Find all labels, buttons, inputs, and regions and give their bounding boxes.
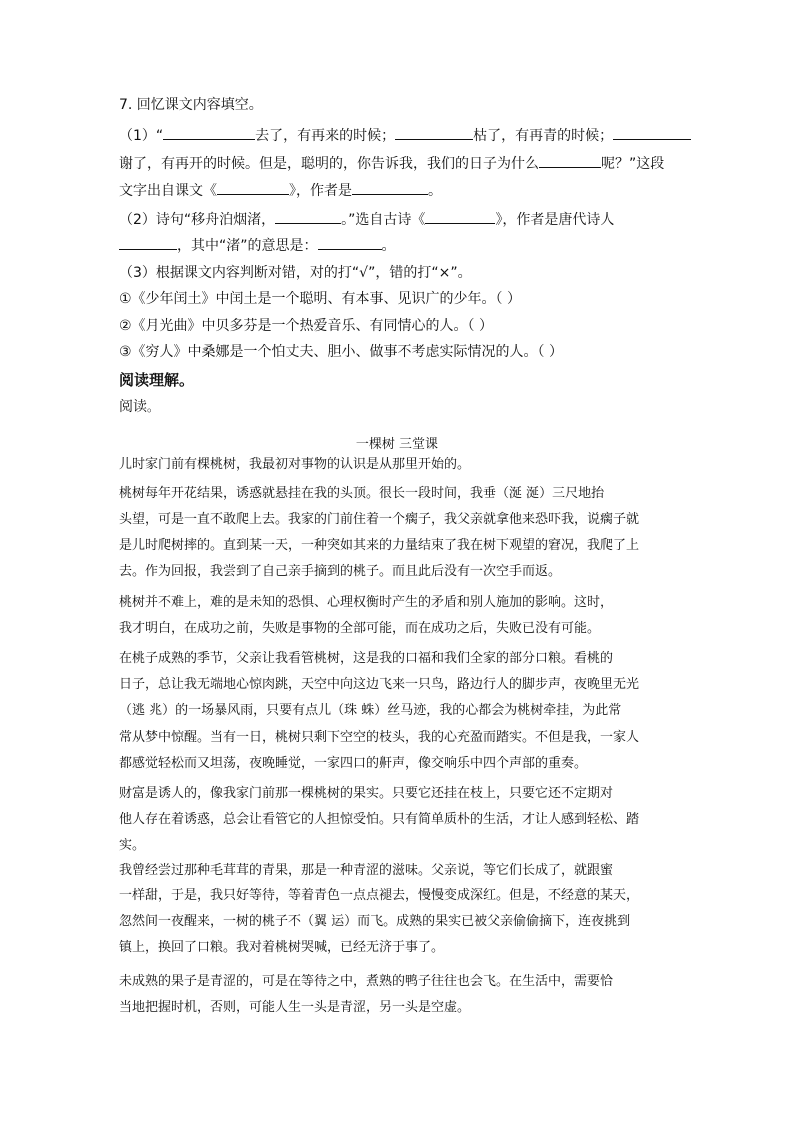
text: （1）“: [119, 128, 164, 144]
story-line: 去。作为回报，我尝到了自己亲手摘到的桃子。而且此后没有一次空手而返。: [119, 564, 562, 579]
text: 》，作者是: [289, 183, 352, 199]
story-line: 镇上，换回了口粮。我对着桃树哭喊，已经无济于事了。: [119, 940, 445, 955]
text: 呢？”这段: [601, 156, 665, 172]
text: 。: [381, 238, 396, 254]
text: 。”选自古诗《: [341, 212, 426, 228]
judge-item-3[interactable]: ③《穷人》中桑娜是一个怕丈夫、胆小、做事不考虑实际情况的人。（ ）: [119, 344, 563, 360]
story-line: 是儿时爬树摔的。直到某一天，一种突如其来的力量结束了我在树下观望的窘况，我爬了上: [119, 538, 640, 553]
story-line: 都感觉轻松而又坦荡，夜晚睡觉，一家四口的鼾声，像交响乐中四个声部的重奏。: [119, 756, 588, 771]
text: （2）诗句“移舟泊烟渚，: [119, 212, 276, 228]
fill-blank[interactable]: [217, 180, 289, 195]
judge-item-2[interactable]: ②《月光曲》中贝多芬是一个热爱音乐、有同情心的人。（ ）: [119, 318, 493, 334]
story-line: 财富是诱人的，像我家门前那一棵桃树的果实。只要它还挂在枝上，只要它还不定期对: [119, 786, 614, 801]
text: ，其中“渚”的意思是：: [177, 238, 318, 254]
story-line: 常从梦中惊醒。当有一日，桃树只剩下空空的枝头，我的心充盈而踏实。不但是我，一家人: [119, 730, 640, 745]
text: 枯了，有再青的时候；: [473, 128, 614, 144]
story-line: 一样甜，于是，我只好等待，等着青色一点点褪去，慢慢变成深红。但是，不经意的某天，: [119, 888, 640, 903]
text: 阅读: [119, 399, 147, 415]
q7-part2-line1: [119, 209, 614, 230]
story-line: 忽然间一夜醒来，一树的桃子不（翼 运）而飞。成熟的果实已被父亲偷偷摘下，连夜挑到: [119, 914, 631, 929]
story-line: 日子，总让我无端地心惊肉跳，天空中向这边飞来一只鸟，路边行人的脚步声，夜晚里无光: [119, 677, 640, 692]
story-line: 在桃子成熟的季节，父亲让我看管桃树，这是我的口福和我们全家的部分口粮。看桃的: [119, 651, 614, 666]
q7-part2-line2: [119, 235, 396, 256]
text: 谢了，有再开的时候。但是，聪明的，你告诉我，我们的日子为什么: [119, 156, 539, 172]
fill-blank[interactable]: [163, 125, 255, 140]
story-title: 一棵树 三堂课: [355, 437, 439, 452]
story-line: 我曾经尝过那种毛茸茸的青果，那是一种青涩的滋味。父亲说，等它们长成了，就跟蜜: [119, 863, 614, 878]
fill-blank[interactable]: [352, 180, 428, 195]
fill-blank[interactable]: [395, 125, 473, 140]
fill-blank[interactable]: [613, 125, 691, 140]
text: 去了，有再来的时候；: [255, 128, 396, 144]
story-line: 他人存在着诱惑，总会让看管它的人担惊受怕。只有简单质朴的生活，才让人感到轻松、踏: [119, 812, 640, 827]
fill-blank[interactable]: [119, 235, 177, 250]
q7-part1-line2: [119, 153, 664, 174]
reading-prompt: [119, 397, 159, 417]
fill-blank[interactable]: [425, 209, 495, 224]
story-line: 头望，可是一直不敢爬上去。我家的门前住着一个瘸子，我父亲就拿他来恐吓我，说瘸子就: [119, 512, 640, 527]
judge-item-1[interactable]: ①《少年闰土》中闰土是一个聪明、有本事、见识广的少年。（ ）: [119, 291, 521, 307]
reading-section-title: 阅读理解。: [119, 371, 195, 389]
text: 》，作者是唐代诗人: [495, 212, 615, 228]
story-line: 未成熟的果子是青涩的，可是在等待之中，煮熟的鸭子往往也会飞。在生活中，需要恰: [119, 974, 614, 989]
fill-blank[interactable]: [318, 235, 382, 250]
fill-blank[interactable]: [275, 209, 341, 224]
question-7-heading: 7. 回忆课文内容填空。: [119, 97, 263, 113]
story-line: （逃 兆）的一场暴风雨，只要有点儿（珠 蛛）丝马迹，我的心都会为桃树牵挂，为此常: [119, 703, 622, 718]
fill-blank[interactable]: [539, 153, 601, 168]
text: 文字出自课文《: [119, 183, 217, 199]
q7-part1-line3: [119, 180, 442, 201]
text: 。: [147, 400, 160, 414]
story-line: 实。: [119, 838, 146, 853]
text: 。: [428, 183, 442, 199]
story-line: 桃树每年开花结果，诱惑就悬挂在我的头顶。很长一段时间，我垂（涎 涎）三尺地抬: [119, 486, 605, 501]
q7-part3-intro: （3）根据课文内容判断对错，对的打“√”，错的打“×”。: [119, 265, 472, 281]
story-line: 当地把握时机，否则，可能人生一头是青涩，另一头是空虚。: [119, 1000, 471, 1015]
story-line: 儿时家门前有棵桃树，我最初对事物的认识是从那里开始的。: [119, 457, 471, 472]
story-line: 桃树并不难上，难的是未知的恐惧、心理权衡时产生的矛盾和别人施加的影响。这时，: [119, 595, 614, 610]
q7-part1-line1: [119, 125, 691, 146]
story-line: 我才明白，在成功之前，失败是事物的全部可能，而在成功之后，失败已没有可能。: [119, 621, 601, 636]
